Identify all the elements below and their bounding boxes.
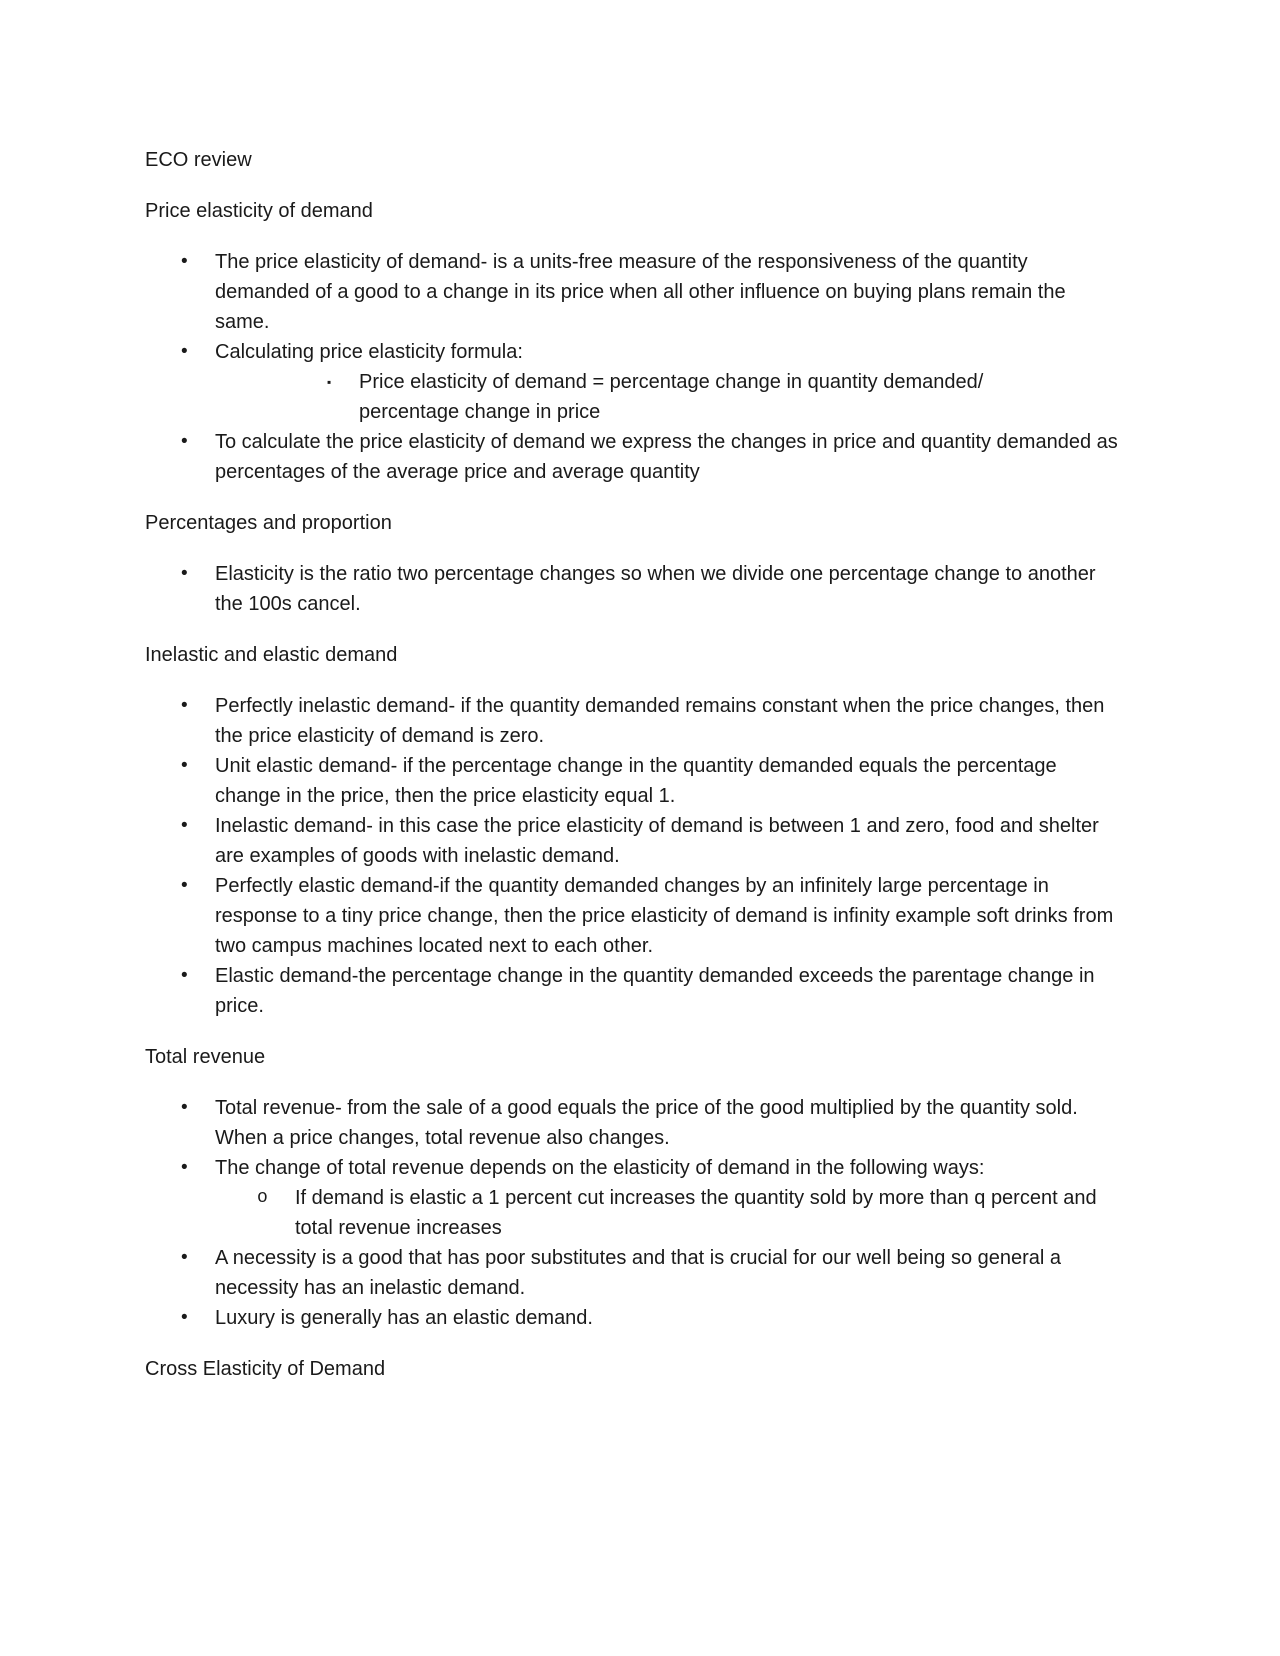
section-heading: Inelastic and elastic demand [145, 644, 398, 666]
bullet-list [145, 1093, 1120, 1333]
bullet-marker-icon: • [181, 815, 188, 836]
bullet-marker-icon: • [181, 1307, 188, 1328]
list-item [145, 1243, 1120, 1303]
bullet-marker-icon: • [181, 251, 188, 272]
list-item [145, 247, 1120, 337]
list-item-text: Elastic demand-the percentage change in the quantity demanded exceeds the parentage change in price. [215, 965, 1095, 1017]
list-item-text: Price elasticity of demand = percentage change in quantity demanded/ percentage change in price [359, 371, 984, 423]
section [145, 1042, 1120, 1333]
list-item-text: The price elasticity of demand- is a units-free measure of the responsiveness of the quantity demanded of a good to a change in its price when all other influence on buying plans remain the same. [215, 251, 1066, 333]
section [145, 640, 1120, 1021]
list-item [145, 1153, 1120, 1183]
list-item-text: A necessity is a good that has poor substitutes and that is crucial for our well being so general a necessity has an inelastic demand. [215, 1247, 1062, 1299]
section [145, 1354, 1120, 1384]
list-item-text: The change of total revenue depends on the elasticity of demand in the following ways: [215, 1157, 985, 1179]
bullet-marker-icon: • [181, 563, 188, 584]
section [145, 196, 1120, 487]
list-item [145, 871, 1120, 961]
list-item-text: To calculate the price elasticity of demand we express the changes in price and quantity demanded as percentages of the average price and average quantity [215, 431, 1118, 483]
list-item [145, 427, 1120, 487]
bullet-marker-icon: • [181, 875, 188, 896]
bullet-marker-icon: • [181, 431, 188, 452]
list-item-text: Inelastic demand- in this case the price elasticity of demand is between 1 and zero, food and shelter are examples of goods with inelastic demand. [215, 815, 1099, 867]
list-item-text: Calculating price elasticity formula: [215, 341, 523, 363]
section [145, 508, 1120, 619]
bullet-marker-icon: • [181, 965, 188, 986]
document-body [145, 196, 1120, 1384]
bullet-list [145, 559, 1120, 619]
list-item-text: Total revenue- from the sale of a good equals the price of the good multiplied by the quantity sold. When a price changes, total revenue also changes. [215, 1097, 1078, 1149]
bullet-marker-icon: ▪ [327, 375, 332, 389]
bullet-marker-icon: • [181, 1097, 188, 1118]
list-item [145, 1183, 1120, 1243]
bullet-list [145, 691, 1120, 1021]
list-item [145, 1093, 1120, 1153]
list-item-text: Luxury is generally has an elastic demand. [215, 1307, 593, 1329]
list-item-text: Perfectly inelastic demand- if the quantity demanded remains constant when the price changes, then the price elasticity of demand is zero. [215, 695, 1105, 747]
section-heading: Percentages and proportion [145, 512, 392, 534]
section-heading: Price elasticity of demand [145, 200, 373, 222]
list-item [145, 559, 1120, 619]
bullet-marker-icon: • [181, 755, 188, 776]
list-item [145, 751, 1120, 811]
section-heading: Cross Elasticity of Demand [145, 1358, 386, 1380]
list-item [145, 367, 1120, 427]
bullet-marker-icon: • [181, 1247, 188, 1268]
bullet-marker-icon: • [181, 1157, 188, 1178]
list-item-text: Unit elastic demand- if the percentage change in the quantity demanded equals the percentage change in the price, then the price elasticity equal 1. [215, 755, 1057, 807]
bullet-list [145, 247, 1120, 487]
section-heading: Total revenue [145, 1046, 266, 1068]
list-item [145, 337, 1120, 367]
document-title: ECO review [145, 149, 252, 171]
list-item [145, 1303, 1120, 1333]
list-item-text: Perfectly elastic demand-if the quantity demanded changes by an infinitely large percentage in response to a tiny price change, then the price elasticity of demand is infinity example soft drinks from two campus machines located next to each other. [215, 875, 1114, 957]
list-item [145, 691, 1120, 751]
list-item [145, 811, 1120, 871]
list-item [145, 961, 1120, 1021]
bullet-marker-icon: • [181, 341, 188, 362]
bullet-marker-icon: o [257, 1188, 268, 1208]
list-item-text: Elasticity is the ratio two percentage changes so when we divide one percentage change to another the 100s cancel. [215, 563, 1096, 615]
list-item-text: If demand is elastic a 1 percent cut increases the quantity sold by more than q percent and total revenue increases [295, 1187, 1097, 1239]
bullet-marker-icon: • [181, 695, 188, 716]
